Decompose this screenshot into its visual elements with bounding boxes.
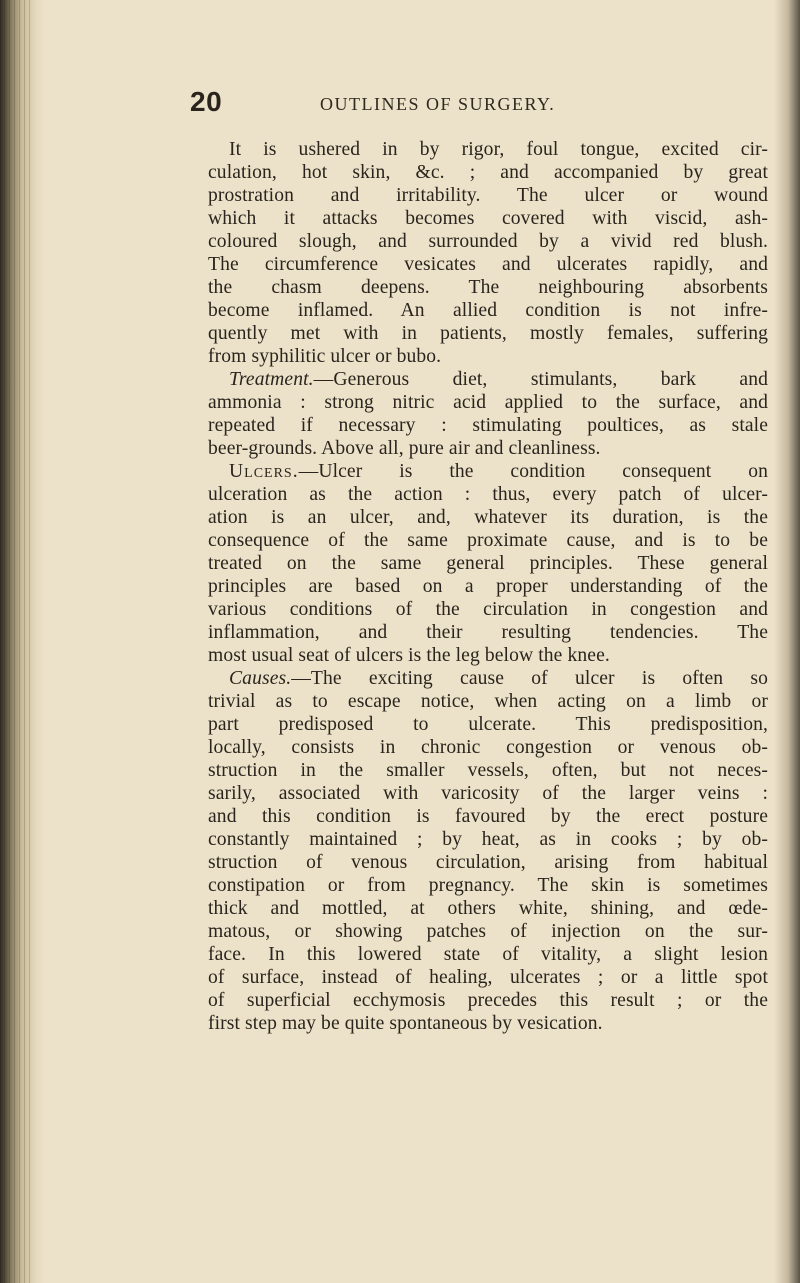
text-line: most usual seat of ulcers is the leg below the knee.	[208, 645, 610, 666]
text-line: The circumference vesicates and ulcerates rapidly, and	[208, 254, 768, 275]
text-line: the chasm deepens. The neighbouring absorbents	[208, 277, 768, 298]
text-line: thick and mottled, at others white, shining, and œde-	[208, 898, 768, 919]
text-line: repeated if necessary : stimulating poultices, as stale	[208, 415, 768, 436]
text-line: quently met with in patients, mostly females, suffering	[208, 323, 768, 344]
text-line: struction in the smaller vessels, often, but not neces-	[208, 760, 768, 781]
section-lead-treatment: Treatment.	[229, 369, 314, 390]
text-line: struction of venous circulation, arising from habitual	[208, 852, 768, 873]
section-lead-ulcers: Ulcers.	[229, 461, 299, 482]
running-title: OUTLINES OF SURGERY.	[320, 94, 556, 114]
text-line: become inflamed. An allied condition is not infre-	[208, 300, 768, 321]
text-line: sarily, associated with varicosity of the larger veins :	[208, 783, 768, 804]
text-line: first step may be quite spontaneous by vesication.	[208, 1013, 603, 1034]
text-line: ammonia : strong nitric acid applied to the surface, and	[208, 392, 768, 413]
text-line: constipation or from pregnancy. The skin is sometimes	[208, 875, 768, 896]
text-line: constantly maintained ; by heat, as in cooks ; by ob-	[208, 829, 768, 850]
text-line: of surface, instead of healing, ulcerates ; or a little spot	[208, 967, 768, 988]
text-line: ation is an ulcer, and, whatever its duration, is the	[208, 507, 768, 528]
text-line: from syphilitic ulcer or bubo.	[208, 346, 442, 367]
text-line: various conditions of the circulation in congestion and	[208, 599, 768, 620]
text-run: —Generous diet, stimulants, bark and	[313, 369, 768, 390]
text-line: of superficial ecchymosis precedes this result ; or the	[208, 990, 768, 1011]
binding-edge-texture	[4, 0, 34, 1283]
text-line: It is ushered in by rigor, foul tongue, excited cir-	[229, 139, 768, 160]
text-line: face. In this lowered state of vitality, a slight lesion	[208, 944, 768, 965]
text-line: treated on the same general principles. These general	[208, 553, 768, 574]
text-line: inflammation, and their resulting tendencies. The	[208, 622, 768, 643]
text-line: culation, hot skin, &c. ; and accompanied by great	[208, 162, 768, 183]
text-line: beer-grounds. Above all, pure air and cleanliness.	[208, 438, 601, 459]
text-line: trivial as to escape notice, when acting on a limb or	[208, 691, 768, 712]
text-line	[208, 460, 768, 483]
body-text	[208, 138, 768, 1035]
text-line: principles are based on a proper understanding of the	[208, 576, 768, 597]
text-line: coloured slough, and surrounded by a vivid red blush.	[208, 231, 768, 252]
text-line: ulceration as the action : thus, every patch of ulcer-	[208, 484, 768, 505]
text-run: —Ulcer is the condition consequent on	[298, 461, 768, 482]
page-number: 20	[190, 86, 223, 117]
text-line: which it attacks becomes covered with viscid, ash-	[208, 208, 768, 229]
text-line: locally, consists in chronic congestion or venous ob-	[208, 737, 768, 758]
section-lead-causes: Causes.	[229, 668, 292, 689]
text-line	[208, 667, 768, 690]
text-line	[208, 368, 768, 391]
text-line: matous, or showing patches of injection on the sur-	[208, 921, 768, 942]
text-line: part predisposed to ulcerate. This predisposition,	[208, 714, 768, 735]
text-run: —The exciting cause of ulcer is often so	[291, 668, 768, 689]
text-line: consequence of the same proximate cause, and is to be	[208, 530, 768, 551]
text-line: and this condition is favoured by the erect posture	[208, 806, 768, 827]
page-edge-shadow	[774, 0, 800, 1283]
text-line: prostration and irritability. The ulcer or wound	[208, 185, 768, 206]
